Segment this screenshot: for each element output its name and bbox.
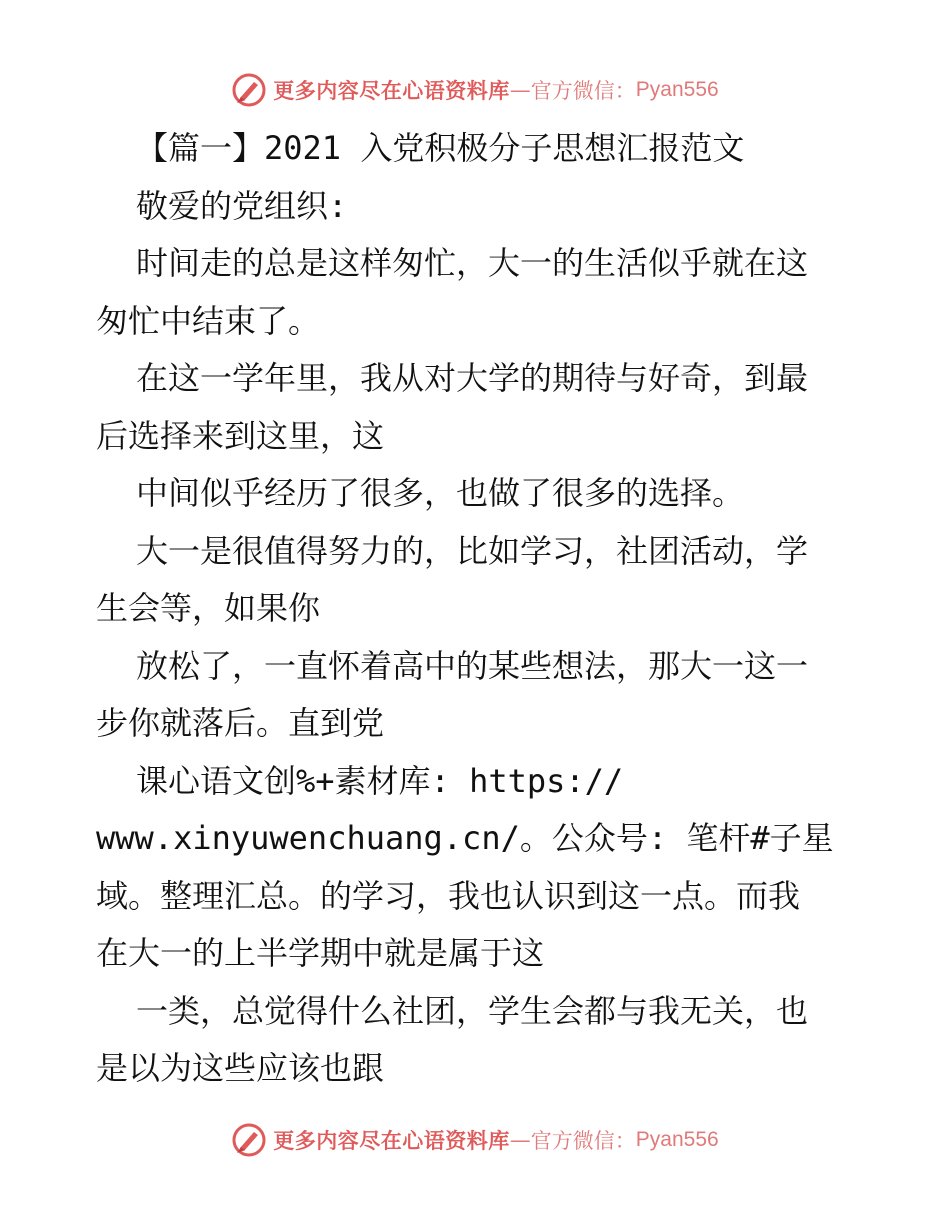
pen-in-circle-logo-icon — [231, 72, 267, 108]
watermark-separator: — — [509, 1128, 531, 1152]
text-line: 生会等，如果你 — [96, 589, 321, 627]
watermark-wechat-label: 官方微信： — [530, 1129, 636, 1153]
watermark-wechat-id: Pyan556 — [635, 1128, 719, 1151]
text-line: 匆忙中结束了。 — [96, 301, 321, 340]
text-line: 中间似乎经历了很多，也做了很多的选择。 — [136, 474, 745, 512]
text-line: 一类，总觉得什么社团，学生会都与我无关，也 — [136, 991, 809, 1030]
text-line: 域。整理汇总。的学习，我也认识到这一点。而我 — [96, 876, 801, 915]
footer-watermark — [0, 1120, 950, 1163]
text-line: 课心语文创%+素材库: https:// — [136, 761, 624, 800]
text-line: 放松了，一直怀着高中的某些想法，那大一这一 — [136, 646, 809, 685]
watermark-wechat-id: Pyan556 — [635, 78, 719, 101]
text-line: www.xinyuwenchuang.cn/。公众号: 笔杆#子星 — [96, 819, 834, 857]
text-line: 是以为这些应该也跟 — [96, 1049, 385, 1087]
text-line: 后选择来到这里，这 — [96, 416, 385, 455]
watermark-main-text: 更多内容尽在心语资料库 — [273, 78, 510, 103]
header-watermark — [0, 70, 950, 113]
watermark-separator: — — [509, 78, 531, 102]
text-line: 敬爱的党组织: — [136, 186, 348, 225]
text-line: 时间走的总是这样匆忙，大一的生活似乎就在这 — [136, 244, 809, 282]
text-line: 在大一的上半学期中就是属于这 — [96, 934, 545, 972]
text-line: 大一是很值得努力的，比如学习，社团活动，学 — [136, 531, 809, 570]
text-line: 步你就落后。直到党 — [96, 704, 385, 742]
text-line: 在这一学年里，我从对大学的期待与好奇，到最 — [136, 359, 809, 397]
page-title: 【篇一】2021 入党积极分子思想汇报范文 — [136, 129, 745, 167]
watermark-wechat-label: 官方微信： — [530, 79, 636, 103]
pen-in-circle-logo-icon — [231, 1122, 267, 1158]
document-body — [96, 120, 856, 1098]
watermark-main-text: 更多内容尽在心语资料库 — [273, 1128, 510, 1153]
